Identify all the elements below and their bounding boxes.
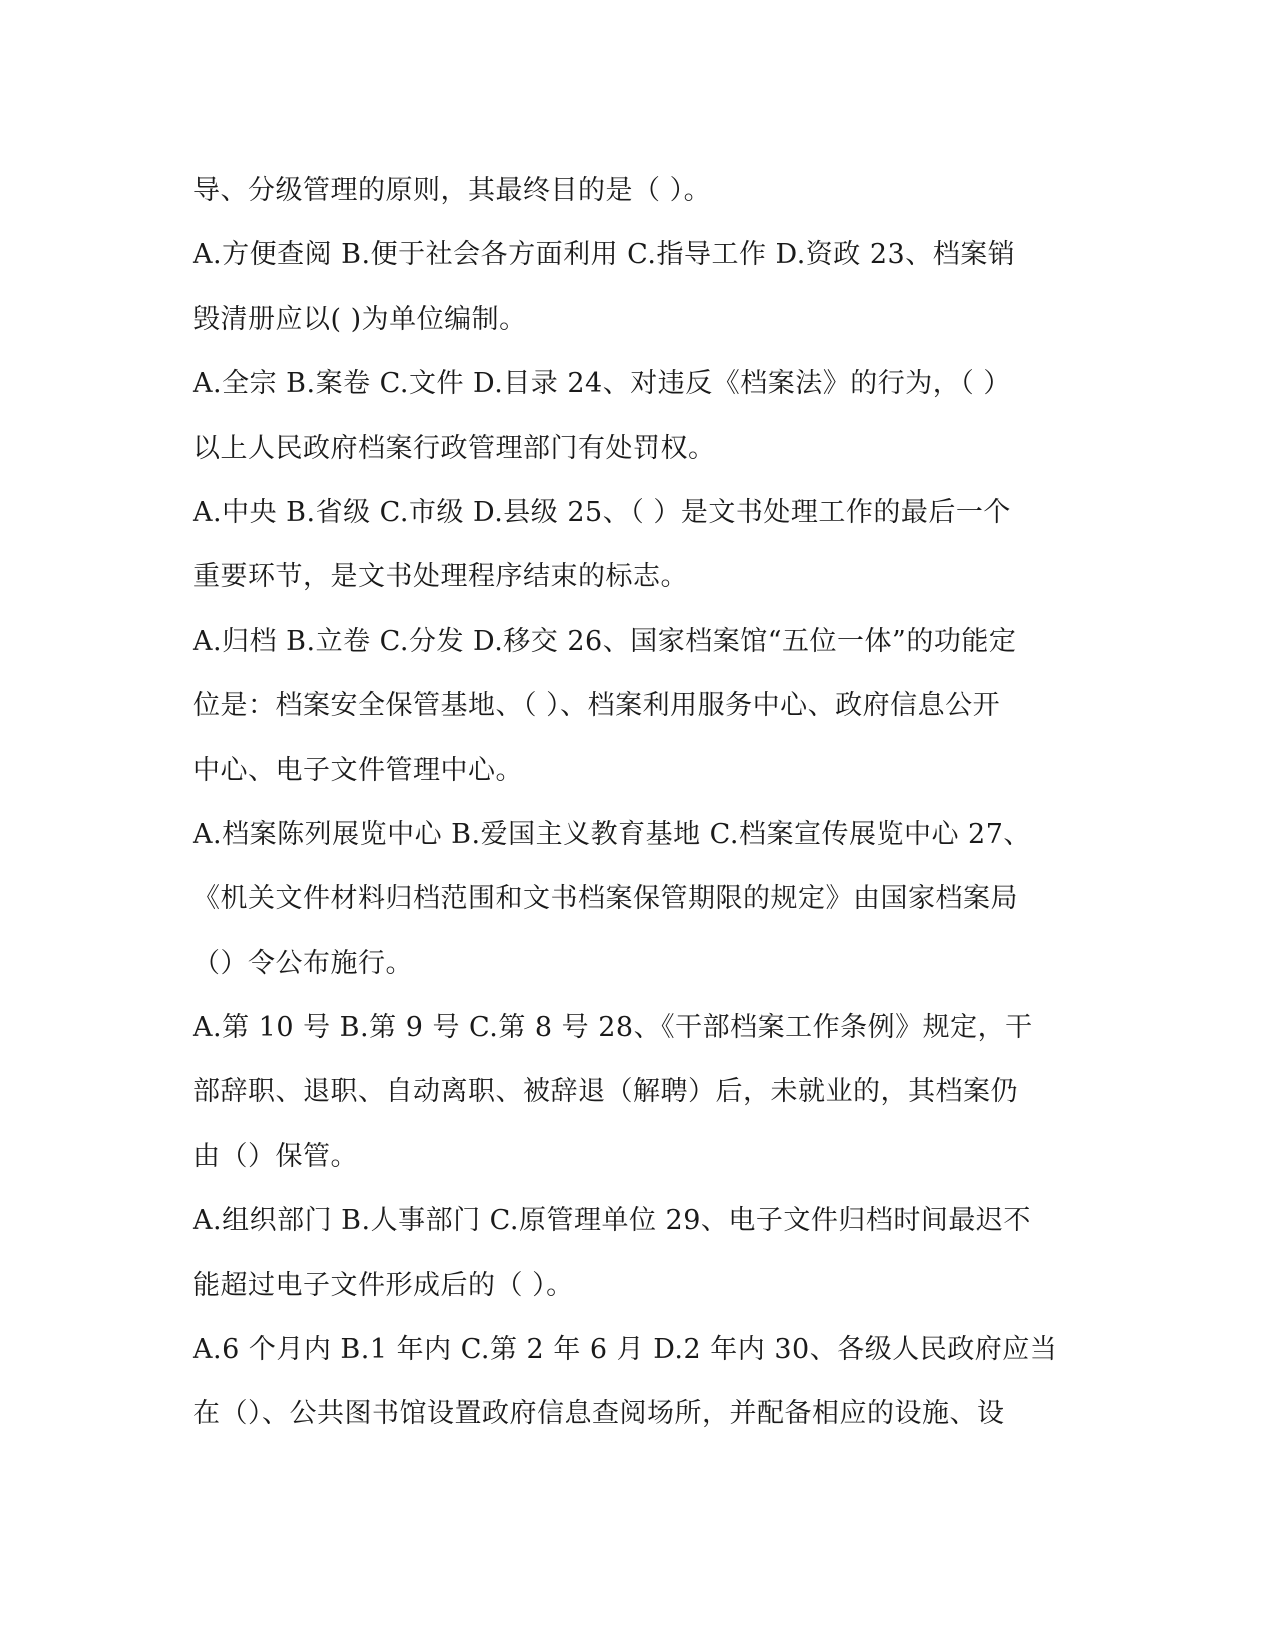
text-line: 毁清册应以( )为单位编制。 [193,303,527,335]
text-line: 《机关文件材料归档范围和文书档案保管期限的规定》由国家档案局 [193,883,1018,915]
text-line: A.归档 B.立卷 C.分发 D.移交 26、国家档案馆“五位一体”的功能定 [193,625,1017,657]
text-line: 重要环节，是文书处理程序结束的标志。 [193,561,688,593]
text-line: （）令公布施行。 [193,947,413,979]
text-line: A.中央 B.省级 C.市级 D.县级 25、（ ）是文书处理工作的最后一个 [193,496,1011,528]
text-line: 以上人民政府档案行政管理部门有处罚权。 [193,432,716,464]
text-line: 能超过电子文件形成后的（ ）。 [193,1269,574,1301]
text-line: A.档案陈列展览中心 B.爱国主义教育基地 C.档案宣传展览中心 27、 [193,818,1031,850]
text-line: A.组织部门 B.人事部门 C.原管理单位 29、电子文件归档时间最迟不 [193,1205,1031,1237]
text-line: 导、分级管理的原则，其最终目的是（ ）。 [193,175,712,206]
text-line: 部辞职、退职、自动离职、被辞退（解聘）后，未就业的，其档案仍 [193,1076,1018,1108]
text-line: 在（）、公共图书馆设置政府信息查阅场所，并配备相应的设施、设 [193,1398,1005,1430]
text-line: 位是：档案安全保管基地、（ ）、档案利用服务中心、政府信息公开 [193,690,1001,722]
text-line: 由（）保管。 [193,1140,358,1172]
text-line: A.方便查阅 B.便于社会各方面利用 C.指导工作 D.资政 23、档案销 [193,239,1016,271]
document-body [193,159,1093,1447]
text-line: A.6 个月内 B.1 年内 C.第 2 年 6 月 D.2 年内 30、各级人民政府应当 [193,1334,1058,1366]
text-line: A.第 10 号 B.第 9 号 C.第 8 号 28、《干部档案工作条例》规定，干 [193,1012,1033,1044]
text-line: 中心、电子文件管理中心。 [193,754,523,786]
text-line: A.全宗 B.案卷 C.文件 D.目录 24、对违反《档案法》的行为，（ ） [193,368,1011,400]
